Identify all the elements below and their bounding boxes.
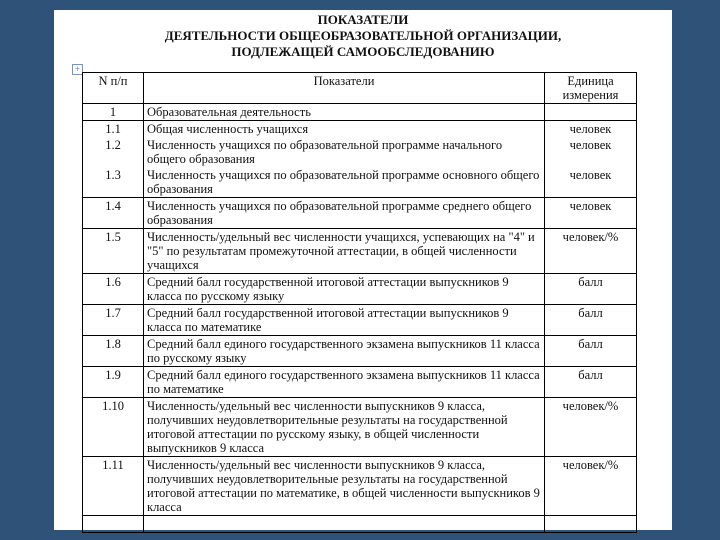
row-num: 1.7 — [83, 305, 144, 336]
row-unit: человек — [545, 198, 637, 229]
table-row — [83, 398, 637, 457]
row-unit: человек — [545, 167, 637, 198]
row-num: 1.4 — [83, 198, 144, 229]
row-indicator: Численность/удельный вес численности выпускников 9 класса, получивших неудовлетворительные результаты на государственной итоговой аттестации по математике, в общей численности выпускников 9 класса — [144, 457, 545, 516]
table-row — [83, 457, 637, 516]
row-indicator: Численность/удельный вес численности учащихся, успевающих на "4" и "5" по результатам промежуточной аттестации, в общей численности учащихся — [144, 229, 545, 274]
table-row — [83, 367, 637, 398]
row-unit: человек/% — [545, 398, 637, 457]
row-unit — [545, 104, 637, 121]
row-indicator: Численность учащихся по образовательной программе среднего общего образования — [144, 198, 545, 229]
table-row — [83, 516, 637, 533]
row-num: 1.11 — [83, 457, 144, 516]
title-line: ПОКАЗАТЕЛИ — [317, 12, 409, 27]
row-indicator: Численность/удельный вес численности выпускников 9 класса, получивших неудовлетворительные результаты на государственной итоговой аттестации по русскому языку, в общей численности выпускников 9 класса — [144, 398, 545, 457]
table-header — [83, 73, 637, 104]
row-unit: человек — [545, 137, 637, 167]
row-unit: человек — [545, 121, 637, 138]
header-num: N п/п — [83, 73, 144, 104]
title-line: ПОДЛЕЖАЩЕЙ САМООБСЛЕДОВАНИЮ — [231, 44, 495, 59]
row-num: 1.10 — [83, 398, 144, 457]
table-row — [83, 167, 637, 198]
row-num — [83, 516, 144, 533]
row-indicator: Общая численность учащихся — [144, 121, 545, 138]
document-page — [54, 10, 672, 530]
row-unit: балл — [545, 305, 637, 336]
move-icon[interactable]: + — [72, 64, 83, 75]
table-row — [83, 229, 637, 274]
row-num: 1 — [83, 104, 144, 121]
header-unit: Единица измерения — [545, 73, 637, 104]
table-row — [83, 121, 637, 138]
header-indicator: Показатели — [144, 73, 545, 104]
row-num: 1.9 — [83, 367, 144, 398]
row-indicator: Средний балл государственной итоговой аттестации выпускников 9 класса по математике — [144, 305, 545, 336]
row-unit: человек/% — [545, 457, 637, 516]
row-num: 1.2 — [83, 137, 144, 167]
row-num: 1.1 — [83, 121, 144, 138]
row-indicator — [144, 516, 545, 533]
row-indicator: Численность учащихся по образовательной программе начального общего образования — [144, 137, 545, 167]
row-unit: балл — [545, 336, 637, 367]
title-line: ДЕЯТЕЛЬНОСТИ ОБЩЕОБРАЗОВАТЕЛЬНОЙ ОРГАНИЗАЦИИ, — [164, 28, 562, 43]
row-num: 1.6 — [83, 274, 144, 305]
document-title — [54, 12, 672, 60]
table-row — [83, 137, 637, 167]
row-indicator: Средний балл единого государственного экзамена выпускников 11 класса по русскому языку — [144, 336, 545, 367]
row-num: 1.5 — [83, 229, 144, 274]
table-row — [83, 274, 637, 305]
row-unit: балл — [545, 367, 637, 398]
row-num: 1.8 — [83, 336, 144, 367]
indicators-table — [82, 72, 637, 533]
row-unit: человек/% — [545, 229, 637, 274]
row-unit — [545, 516, 637, 533]
row-indicator: Численность учащихся по образовательной программе основного общего образования — [144, 167, 545, 198]
row-indicator: Образовательная деятельность — [144, 104, 545, 121]
row-indicator: Средний балл государственной итоговой аттестации выпускников 9 класса по русскому языку — [144, 274, 545, 305]
row-indicator: Средний балл единого государственного экзамена выпускников 11 класса по математике — [144, 367, 545, 398]
row-num: 1.3 — [83, 167, 144, 198]
table-row — [83, 198, 637, 229]
table-row — [83, 336, 637, 367]
table-row — [83, 305, 637, 336]
row-unit: балл — [545, 274, 637, 305]
table-row — [83, 104, 637, 121]
